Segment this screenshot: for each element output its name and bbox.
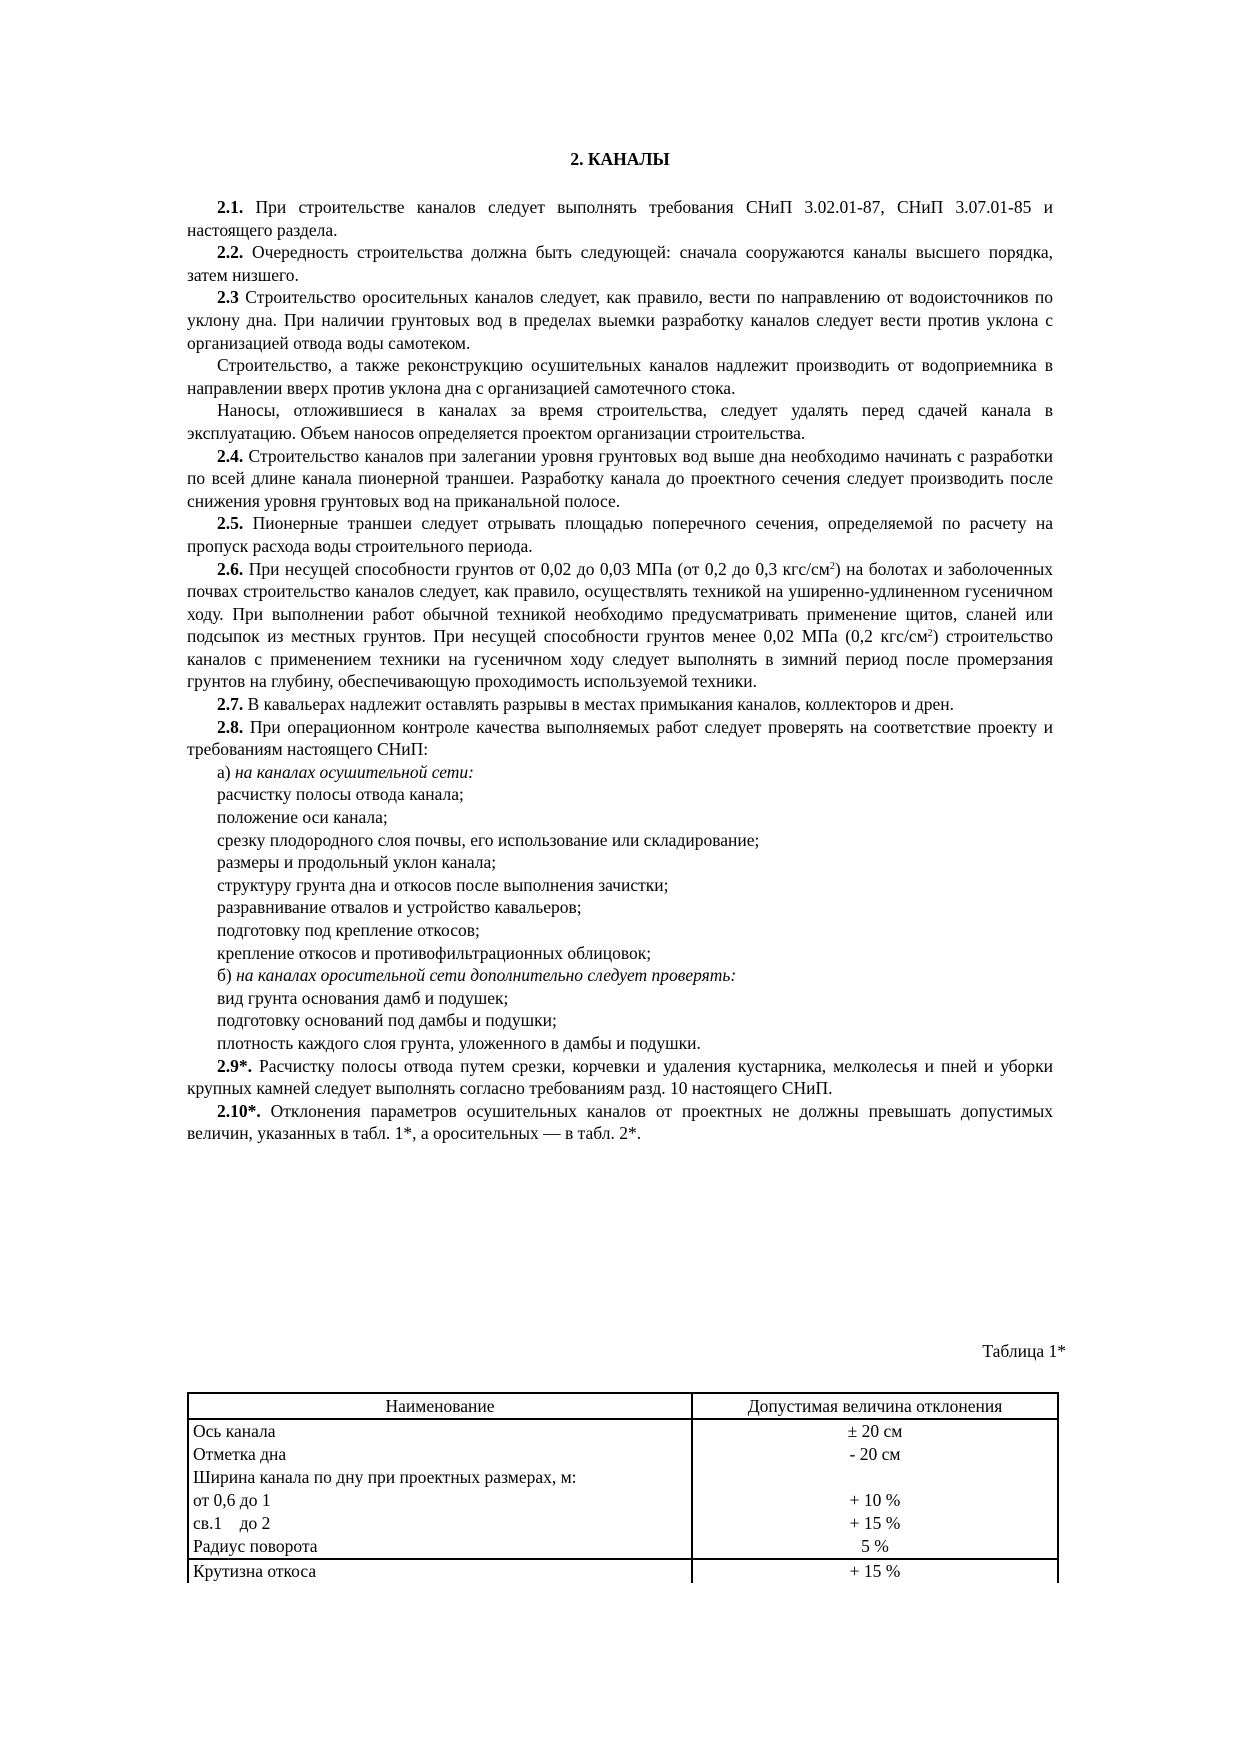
clause-text: Расчистку полосы отвода путем срезки, корчевки и удаления кустарника, мелколесья и пней и уборки крупных камней следует выполнять согласно требованиям разд. 10 настоящего СНиП. <box>187 1055 1053 1099</box>
table-cell: Ось канала <box>188 1419 692 1443</box>
list-item: плотность каждого слоя грунта, уложенного в дамбы и подушки. <box>217 1032 701 1053</box>
table-cell: св.1 до 2 <box>188 1512 692 1535</box>
clause-number: 2.10*. <box>217 1100 261 1121</box>
clause-number: 2.6. <box>217 558 244 579</box>
list-prefix: а) <box>217 761 235 782</box>
table-cell: Крутизна откоса <box>188 1559 692 1583</box>
table-row <box>188 1489 1058 1512</box>
table-cell <box>692 1466 1058 1489</box>
table-cell: Радиус поворота <box>188 1535 692 1559</box>
list-item: структуру грунта дна и откосов после выполнения зачистки; <box>217 874 669 895</box>
paragraph-2-10 <box>187 1100 1053 1145</box>
clause-text: Строительство, а также реконструкцию осушительных каналов надлежит производить от водоприемника в направлении вверх против уклона дна с организацией самотечного стока. <box>187 355 1053 398</box>
column-header-deviation: Допустимая величина отклонения <box>692 1393 1058 1419</box>
clause-number: 2.7. <box>217 694 244 715</box>
table-row <box>188 1535 1058 1559</box>
table-cell: ± 20 см <box>692 1419 1058 1443</box>
clause-number: 2.8. <box>217 716 244 737</box>
list-heading: на каналах осушительной сети: <box>234 761 474 782</box>
clause-text: Отклонения параметров осушительных каналов от проектных не должны превышать допустимых величин, указанных в табл. 1*, а оросительных — в табл. 2*. <box>187 1100 1053 1144</box>
clause-number: 2.2. <box>217 242 244 263</box>
list-item: расчистку полосы отвода канала; <box>217 784 464 805</box>
clause-text: ) строительство каналов с применением техники на гусеничном ходу следует выполнять в зимний период после промерзания грунтов на глубину, обеспечивающую проходимость используемой техники. <box>187 626 1053 692</box>
clause-number: 2.3 <box>217 287 239 308</box>
superscript: 2 <box>927 628 933 640</box>
paragraph-2-9 <box>187 1055 1053 1100</box>
clause-text: Строительство каналов при залегании уровня грунтовых вод выше дна необходимо начинать с разработки по всей длине канала пионерной траншеи. Разработку канала до проектного сечения следует производить после снижения уровня грунтовых вод на приканальной полосе. <box>187 445 1053 511</box>
table-cell: + 15 % <box>692 1512 1058 1535</box>
paragraph-2-6 <box>187 558 1053 694</box>
clause-number: 2.4. <box>217 445 244 466</box>
table-row <box>188 1466 1058 1489</box>
paragraph-2-3-sediment <box>187 399 1053 444</box>
list-item: разравнивание отвалов и устройство кавальеров; <box>217 897 582 918</box>
clause-text: ) на болотах и заболоченных почвах строительство каналов следует, как правило, осуществлять техникой на уширенно-удлиненном гусеничном ходу. При выполнении работ обычной техникой необходимо предусматривать применение щитов, сланей или подсыпок из местных грунтов. При несущей способности грунтов менее 0,02 МПа (0,2 кгс/см <box>187 558 1053 647</box>
clause-text: При операционном контроле качества выполняемых работ следует проверять на соответствие проекту и требованиям настоящего СНиП: <box>187 716 1053 760</box>
paragraph-2-3-drainage <box>187 354 1053 399</box>
paragraph-2-8 <box>187 716 1053 761</box>
table-cell: + 10 % <box>692 1489 1058 1512</box>
table-caption: Таблица 1* <box>982 1341 1066 1361</box>
table-cell: Ширина канала по дну при проектных размерах, м: <box>188 1466 692 1489</box>
clause-text: В кавальерах надлежит оставлять разрывы в местах примыкания каналов, коллекторов и дрен. <box>243 694 955 715</box>
table-cell: - 20 см <box>692 1443 1058 1466</box>
checklist-b-heading <box>187 964 1053 987</box>
list-item: срезку плодородного слоя почвы, его использование или складирование; <box>217 829 760 850</box>
clause-text: Очередность строительства должна быть следующей: сначала сооружаются каналы высшего порядка, затем низшего. <box>187 242 1053 285</box>
table-row <box>188 1559 1058 1583</box>
clause-text: При несущей способности грунтов от 0,02 до 0,03 МПа (от 0,2 до 0,3 кгс/см <box>243 558 830 579</box>
list-item: подготовку под крепление откосов; <box>217 920 480 940</box>
list-item: вид грунта основания дамб и подушек; <box>217 987 509 1008</box>
table-row <box>188 1512 1058 1535</box>
table-cell: + 15 % <box>692 1559 1058 1583</box>
paragraph-2-2 <box>187 241 1053 286</box>
clause-text: При строительстве каналов следует выполнять требования СНиП 3.02.01-87, СНиП 3.07.01-85 и настоящего раздела. <box>187 197 1053 240</box>
table-row <box>188 1443 1058 1466</box>
clause-text: Строительство оросительных каналов следует, как правило, вести по направлению от водоисточников по уклону дна. При наличии грунтовых вод в пределах выемки разработку каналов следует вести против уклона с организацией отвода воды самотеком. <box>187 287 1053 353</box>
clause-text: Пионерные траншеи следует отрывать площадью поперечного сечения, определяемой по расчету на пропуск расхода воды строительного периода. <box>187 513 1053 556</box>
deviation-table <box>187 1392 1059 1583</box>
list-item: положение оси канала; <box>217 807 388 828</box>
table-cell: 5 % <box>692 1535 1058 1559</box>
list-prefix: б) <box>217 965 237 986</box>
table-header-row <box>188 1393 1058 1419</box>
clause-number: 2.1. <box>217 197 244 217</box>
document-body <box>187 196 1053 1145</box>
list-item: подготовку оснований под дамбы и подушки; <box>217 1010 557 1031</box>
paragraph-2-5 <box>187 512 1053 557</box>
list-heading: на каналах оросительной сети дополнительно следует проверять: <box>236 965 737 986</box>
table-cell: Отметка дна <box>188 1443 692 1466</box>
clause-text: Наносы, отложившиеся в каналах за время строительства, следует удалять перед сдачей канала в эксплуатацию. Объем наносов определяется проектом организации строительства. <box>187 400 1053 443</box>
paragraph-2-3 <box>187 286 1053 354</box>
clause-number: 2.5. <box>217 513 244 534</box>
list-item: крепление откосов и противофильтрационных облицовок; <box>217 942 652 963</box>
checklist-a-heading <box>187 761 1053 784</box>
section-title: 2. КАНАЛЫ <box>570 149 670 169</box>
table-cell: от 0,6 до 1 <box>188 1489 692 1512</box>
column-header-name: Наименование <box>188 1393 692 1419</box>
paragraph-2-4 <box>187 445 1053 513</box>
paragraph-2-1 <box>187 196 1053 241</box>
superscript: 2 <box>829 560 835 572</box>
clause-number: 2.9*. <box>217 1055 252 1076</box>
table-row <box>188 1419 1058 1443</box>
list-item: размеры и продольный уклон канала; <box>217 852 497 873</box>
paragraph-2-7 <box>187 693 1053 716</box>
